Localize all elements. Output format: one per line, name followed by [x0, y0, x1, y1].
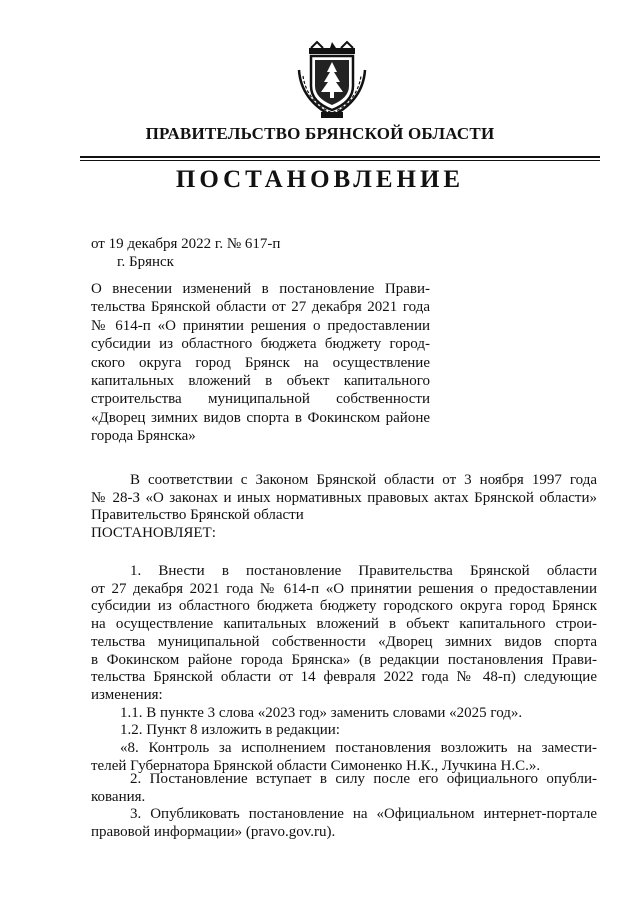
subject-line: капитальных вложений в объект капитального — [91, 373, 430, 390]
subject-line: «Дворец зимних видов спорта в Фокинском районе — [91, 409, 430, 426]
preamble — [91, 472, 597, 543]
subject-line: субсидии из областного бюджета бюджету город- — [91, 336, 430, 353]
subject-line: города Брянска» — [91, 428, 196, 445]
body-line: субсидии из областного бюджета бюджету городского округа город Брянск — [91, 598, 597, 615]
resolution-item-3 — [91, 806, 597, 841]
organization-title: ПРАВИТЕЛЬСТВО БРЯНСКОЙ ОБЛАСТИ — [145, 124, 495, 143]
subject-line: строительства муниципальной собственности — [91, 391, 430, 408]
subject-line: О внесении изменений в постановление Прави- — [91, 281, 430, 297]
header-rule — [80, 156, 600, 158]
document-type-title: ПОСТАНОВЛЕНИЕ — [175, 166, 465, 193]
body-line: на осуществление капитальных вложений в объект капитального строи- — [91, 616, 597, 633]
body-line: в Фокинском районе города Брянска» (в редакции постановления Прави- — [91, 651, 597, 668]
body-line: 1. Внести в постановление Правительства Брянской области — [130, 563, 597, 579]
body-line: ПОСТАНОВЛЯЕТ: — [91, 525, 216, 542]
resolution-item-1 — [91, 563, 597, 775]
body-line: № 28-З «О законах и иных нормативных правовых актах Брянской области» — [91, 489, 597, 506]
body-line: 3. Опубликовать постановление на «Официальном интернет-портале — [130, 806, 597, 822]
body-line: тельства муниципальной собственности «Дворец зимних видов спорта — [91, 633, 597, 650]
body-line: изменения: — [91, 686, 163, 703]
resolution-item-2 — [91, 771, 597, 806]
body-line: 1.1. В пункте 3 слова «2023 год» заменить словами «2025 год». — [120, 704, 523, 721]
body-line: 1.2. Пункт 8 изложить в редакции: — [120, 722, 340, 739]
document-city: г. Брянск — [117, 254, 174, 270]
subject-line: ского округа город Брянск на осуществление — [91, 354, 430, 371]
document-subject — [91, 280, 430, 446]
document-date-number: от 19 декабря 2022 г. № 617-п — [91, 236, 281, 252]
subject-line: № 614-п «О принятии решения о предоставлении — [91, 317, 430, 334]
body-line: тельства Брянской области от 14 февраля 2022 года № 48-п) следующие — [91, 669, 597, 686]
subject-line: тельства Брянской области от 27 декабря 2021 года — [91, 299, 430, 316]
coat-of-arms-icon — [297, 40, 367, 120]
body-line: телей Губернатора Брянской области Симоненко Н.К., Лучкина Н.С.». — [91, 757, 541, 774]
body-line: В соответствии с Законом Брянской области от 3 ноября 1997 года — [130, 472, 597, 488]
header-rule-thin — [80, 160, 600, 161]
body-line: правовой информации» (pravo.gov.ru). — [91, 823, 336, 840]
body-line: «8. Контроль за исполнением постановления возложить на замести- — [120, 740, 597, 757]
body-line: Правительство Брянской области — [91, 507, 304, 524]
body-line: кования. — [91, 788, 146, 805]
body-line: от 27 декабря 2021 года № 614-п «О принятии решения о предоставлении — [91, 580, 597, 597]
body-line: 2. Постановление вступает в силу после его официального опубли- — [130, 771, 597, 787]
